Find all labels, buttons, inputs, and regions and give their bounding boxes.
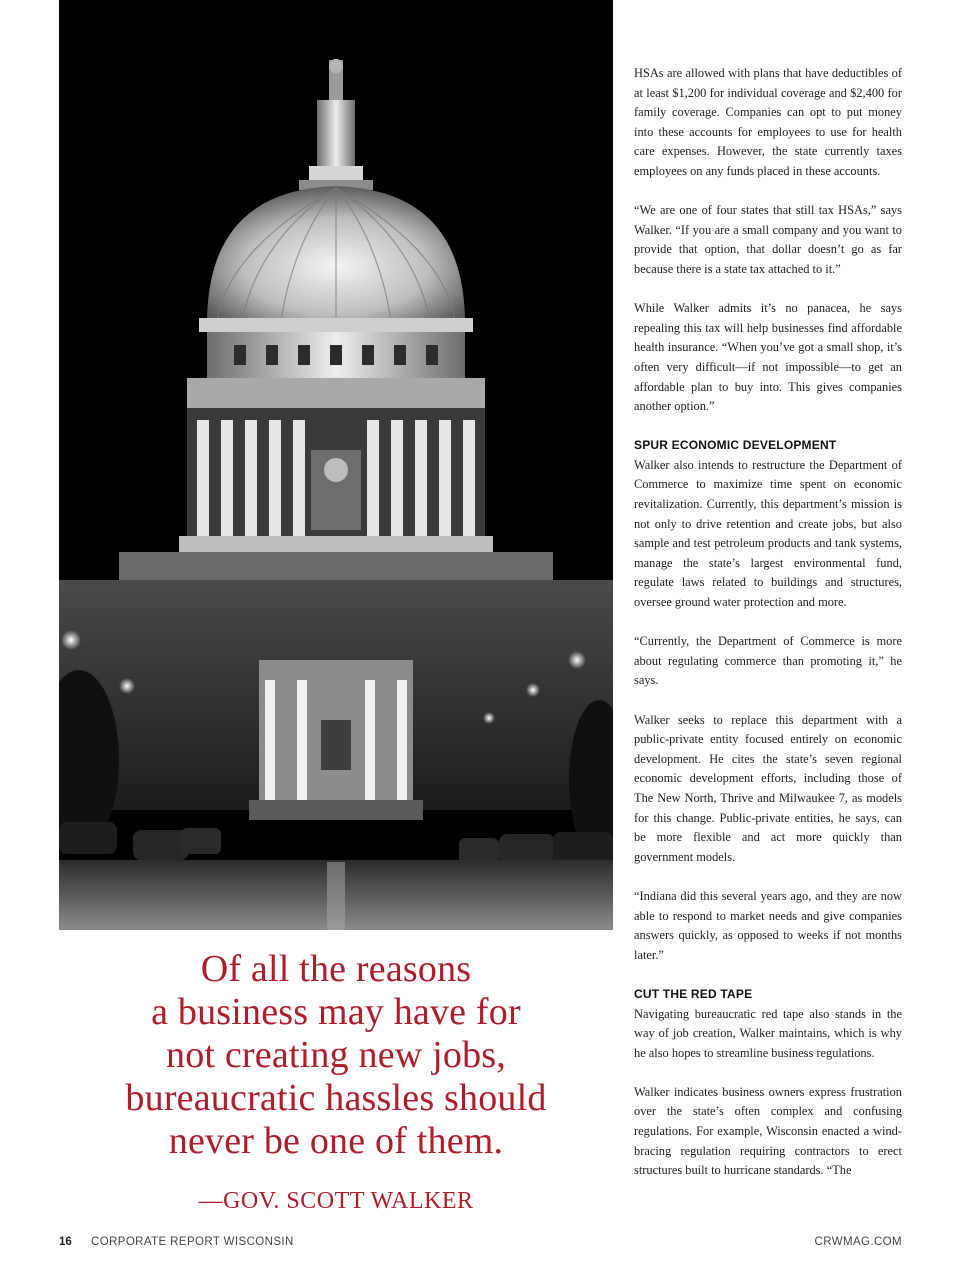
- article-paragraph: HSAs are allowed with plans that have deductibles of at least $1,200 for individual coverage and $2,400 for family coverage. Companies can opt to put money into these accounts for employees to use for health care expenses. However, the state currently taxes employees on any funds placed in these accounts.: [634, 66, 902, 178]
- magazine-name: CORPORATE REPORT WISCONSIN: [91, 1236, 294, 1248]
- article-paragraph: While Walker admits it’s no panacea, he says repealing this tax will help businesses find affordable health insurance. “When you’ve got a small shop, it’s often very difficult—if not impossible—to get an affordable plan to buy into. This gives companies another option.”: [634, 301, 902, 414]
- pull-quote-line: not creating new jobs,: [166, 1034, 506, 1076]
- pull-quote: [59, 948, 613, 1163]
- pull-quote-line: bureaucratic hassles should: [125, 1077, 547, 1119]
- page-number: 16: [59, 1236, 72, 1248]
- capitol-photo: [59, 0, 613, 930]
- page-footer: [59, 1236, 902, 1256]
- article-paragraph: “Indiana did this several years ago, and they are now able to respond to market needs and give companies answers quickly, as opposed to weeks if not months later.”: [634, 888, 902, 962]
- website-link[interactable]: CRWMAG.COM: [814, 1236, 902, 1248]
- article-column: [634, 64, 902, 1200]
- pull-quote-line: a business may have for: [151, 991, 521, 1033]
- article-paragraph: Walker indicates business owners express frustration over the state’s often complex and confusing regulations. For example, Wisconsin enacted a wind-bracing regulation requiring contractors to erect structures built to hurricane standards. “The: [634, 1084, 902, 1178]
- article-paragraph: “Currently, the Department of Commerce is more about regulating commerce than promoting it,” he says.: [634, 634, 902, 688]
- pull-quote-line: Of all the reasons: [200, 948, 472, 990]
- section-heading: SPUR ECONOMIC DEVELOPMENT: [634, 438, 837, 453]
- article-paragraph: Navigating bureaucratic red tape also stands in the way of job creation, Walker maintains, which is why he also hopes to streamline business regulations.: [634, 1006, 902, 1060]
- article-paragraph: Walker seeks to replace this department with a public-private entity focused entirely on economic development. He cites the state’s seven regional economic development efforts, including those of The New North, Thrive and Milwaukee 7, as models for this change. Public-private entities, he says, can be more flexible and act more quickly than government models.: [634, 712, 902, 864]
- article-paragraph: Walker also intends to restructure the Department of Commerce to maximize time spent on economic revitalization. Currently, this department’s mission is not only to drive retention and create jobs, but also sample and test petroleum products and tank systems, manage the state’s largest environmental fund, regulate laws related to buildings and structures, oversee ground water protection and more.: [634, 457, 902, 610]
- pull-quote-line: never be one of them.: [168, 1120, 504, 1162]
- quote-attribution: —GOV. SCOTT WALKER: [198, 1188, 474, 1214]
- article-paragraph: “We are one of four states that still tax HSAs,” says Walker. “If you are a small company and you want to provide that option, that dollar doesn’t go as far because there is a state tax attached to it.”: [634, 203, 902, 276]
- section-heading: CUT THE RED TAPE: [634, 986, 753, 1001]
